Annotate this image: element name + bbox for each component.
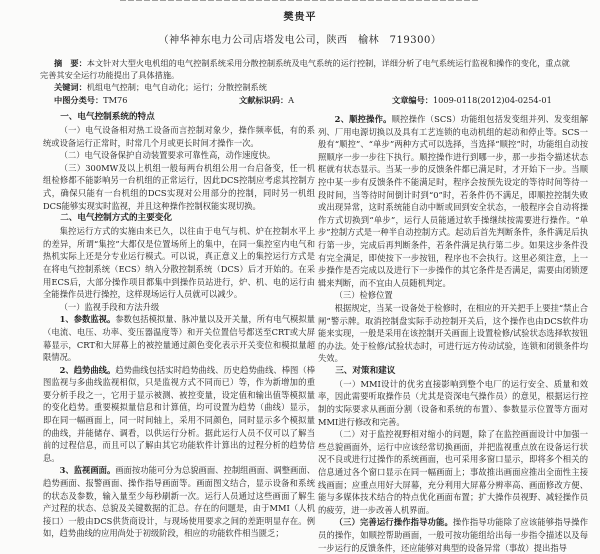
clipped-article-title xyxy=(120,0,480,1)
doc-code-label: 文献标识码： xyxy=(239,95,289,105)
paragraph xyxy=(43,313,315,363)
paragraph xyxy=(318,516,588,554)
item-text: 参数包括模拟量、脉冲量以及开关量，所有电气模拟量（电流、电压、功率、变压器温度等）和开关位置信号都送至CRT或大屏幕显示，CRT和大屏幕上的被控量通过颜色变化表示开关变位和模拟量超限情况。 xyxy=(43,314,315,363)
paragraph: （一）电气设备相对热工设备而言控制对象少，操作频率低，有的系统或设备运行正常时，时常几个月或更长时间才操作一次。 xyxy=(43,125,315,148)
abstract-text: 本文针对大型火电机组的电气控制系统采用分散控制系统及电气系统的运行控制，详细分析了电气系统运行监视和操作的变化，重点就完善其安全运行功能提出了具体措施。 xyxy=(40,58,570,80)
right-column xyxy=(318,113,588,554)
section-3-heading: 三、对策和建议 xyxy=(335,365,396,376)
article-no-label: 文章编号： xyxy=(392,95,433,105)
keywords-label: 关键词： xyxy=(54,82,87,92)
clc-value: TM76 xyxy=(103,95,128,105)
subsection-heading: （三）检修位置 xyxy=(334,290,393,301)
author-affiliation: （神华神东电力公司店塔发电公司，陕西 榆林 719300） xyxy=(158,35,442,46)
item-lead: （三）完善运行操作指导功能。 xyxy=(334,517,453,528)
paragraph: （二）电气设备保护自动装置要求可靠性高，动作速度快。 xyxy=(59,150,276,161)
doc-code-value: A xyxy=(288,95,295,105)
paragraph: （三）300MW及以上机组一般每两台机组公用一台启备变，任一机组检修都不能影响另一台机组的正常运行，因此DCS控制应考虑其控制方式，确保只能有一台机组的DCS实现对公用部分的控制，同时另一机组DCS能够实现实时监视，并且这种操作控制权能实现切换。 xyxy=(43,162,315,211)
item-lead: 1、参数监视。 xyxy=(59,314,116,325)
paragraph: 集控运行方式的实施由来已久，以往由于电气与机、炉在控制水平上的差异，所谓“集控”大都仅是位置场所上的集中，在同一集控室内电气和热机实际上还是分专业运行模式。可以说，真正意义上的集控运行方式是在将电气控制系统（ECS）纳入分散控制系统（DCS）后才开始的。在采用ECS后，大部分操作项目都集中到操作员站进行，炉、机、电的运行由全能操作员进行操控，这样现场运行人员就可以减少。 xyxy=(43,226,315,300)
author-name: 樊贵平 xyxy=(283,12,317,23)
section-2-heading: 二、电气控制方式的主要变化 xyxy=(60,213,172,224)
subsection-heading: （一）监视手段和方法升级 xyxy=(59,301,160,312)
article-no-value: 1009-0118(2012)04-0254-01 xyxy=(432,95,552,105)
abstract-label: 摘 要： xyxy=(54,58,87,68)
article-number xyxy=(392,95,552,106)
section-1-heading: 一、电气控制系统的特点 xyxy=(60,112,155,122)
item-text: 趋势曲线包括实时趋势曲线、历史趋势曲线、棒图（棒图监视与多曲线监视相似，只是监视方式不同而已）等，作为新增加的重要分析手段之一，它用于显示被测、被控变量，设定值和输出值等模拟量的变化趋势。重要模拟量信息和计算值，均可设置为趋势（曲线）显示，即在同一幅画面上，同一时间轴上，采用不同颜色，同时显示多个模拟量的曲线，并能储存、调看，以供运行分析。据此运行人员不仅可以了解当前的过程信息，而且可以了解由其它功能软件计算出的过程分析的趋势信息。 xyxy=(43,364,315,463)
paragraph: （二）对于监控视野相对缩小的问题，除了在监控画面设计中加强一些总貌画面外，运行中应该经常切换画面，并把监视重点放在设备运行状况不良或进行过操作的系统画面，也可采用多窗口显示，即将多个相关的信息通过各个窗口显示在同一幅画面上；事故推出画面应推出全面性主接线画面；应重点用好大屏幕，充分利用大屏幕分辨率高、画面修改方便、能与多媒体技术结合的特点优化画面布置；扩大操作员视野、减轻操作员的疲劳，进一步改善人机界面。 xyxy=(318,429,588,515)
item-text: 画面按功能可分为总貌画面、控制组画面、调整画面、趋势画面、报警画面、操作指导画面等。画面图文结合，显示设备和系统的状态及参数，输入量至少每秒刷新一次。运行人员通过这些画面了解生产过程的状态、总貌及关键数据的汇总。存在的问题是，由于MMI（人机接口）一般由DCS供货商设计，与现场使用要求之间的差距明显存在。例如，趋势曲线的应用尚处于初级阶段，相应的功能软件相当匮乏； xyxy=(43,465,315,539)
paragraph xyxy=(43,364,315,465)
left-column xyxy=(43,111,315,540)
clc-number xyxy=(54,95,127,106)
paragraph xyxy=(43,464,315,540)
document-code xyxy=(239,95,294,106)
item-lead: 2、顺控操作。 xyxy=(334,114,392,124)
keywords xyxy=(54,82,267,93)
paragraph: （一）MMI设计的优劣直接影响到整个电厂的运行安全、质量和效率，因此需要听取操作员（尤其是资深电气操作员）的意见，根据运行控制的实际要求从画面分割（设备和系统的布置）、参数显示位置等方面对MMI进行修改和完善。 xyxy=(318,378,588,427)
item-lead: 2、趋势曲线。 xyxy=(59,364,116,375)
item-text: 操作指导功能除了应该能够指导操作员的操作，如顺控帮助画面，一般可按功能组给出每一步指令描述以及每一步运行的反馈条件，还应能够对典型的设备异常（事故）提出指导 xyxy=(318,517,588,553)
item-lead: 3、监视画面。 xyxy=(59,465,116,476)
keywords-text: 机组电气控制；电气自动化；运行；分散控制系统 xyxy=(86,82,267,92)
paragraph xyxy=(318,113,588,289)
clc-label: 中图分类号： xyxy=(54,95,104,105)
paragraph: 根据规定，当某一设备处于检修时，在相应的开关把手上要挂“禁止合闸”警示牌。取消控制盘实际手动控制开关后，这个操作也由DCS软件功能来实现，一般是采用在该控制开关画面上设置检修/试验状态选择软按钮的办法。处于检修/试验状态时，可进行远方传动试验，连锁和闭锁条件均失效。 xyxy=(318,302,588,364)
item-text: 顺控操作（SCS）功能组包括发变组并列、发变组解列、厂用电源切换以及具有工艺连锁的电动机组的起动和停止等。SCS一般有“顺控”、“单步”两种方式可以选择，当选择“顺控”时，功能组自动按照顺序一步一步往下执行。顺控操作进行到哪一步，那一步指令描述状态框就有状态显示。当某一步的反馈条件都已满足时，才开始下一步。当顺控中某一步有反馈条件不能满足时，程序会按预先设定的等待时间等待一段时间，当等待时间倒计时到“0”时，若条件仍不满足，即顺控控制失败或出现异常，这时系统能自动中断或回到安全状态，一般程序会自动将操作方式切换到“单步”，运行人员能通过软手操继续按需要进行操作。“单步”控制方式是一种半自动控制方式。起动后首先判断条件，条件满足后执行第一步，完成后再判断条件，若条件满足执行第二步。如果这步条件没有完全满足，即使按下一步按钮，程序也不会执行。这里必须注意，上一步操作是否完成以及进行下一步操作的其它条件是否满足，需要由闭锁逻辑来判断，而不宜由人员随机判定。 xyxy=(318,114,588,288)
abstract xyxy=(40,57,570,81)
